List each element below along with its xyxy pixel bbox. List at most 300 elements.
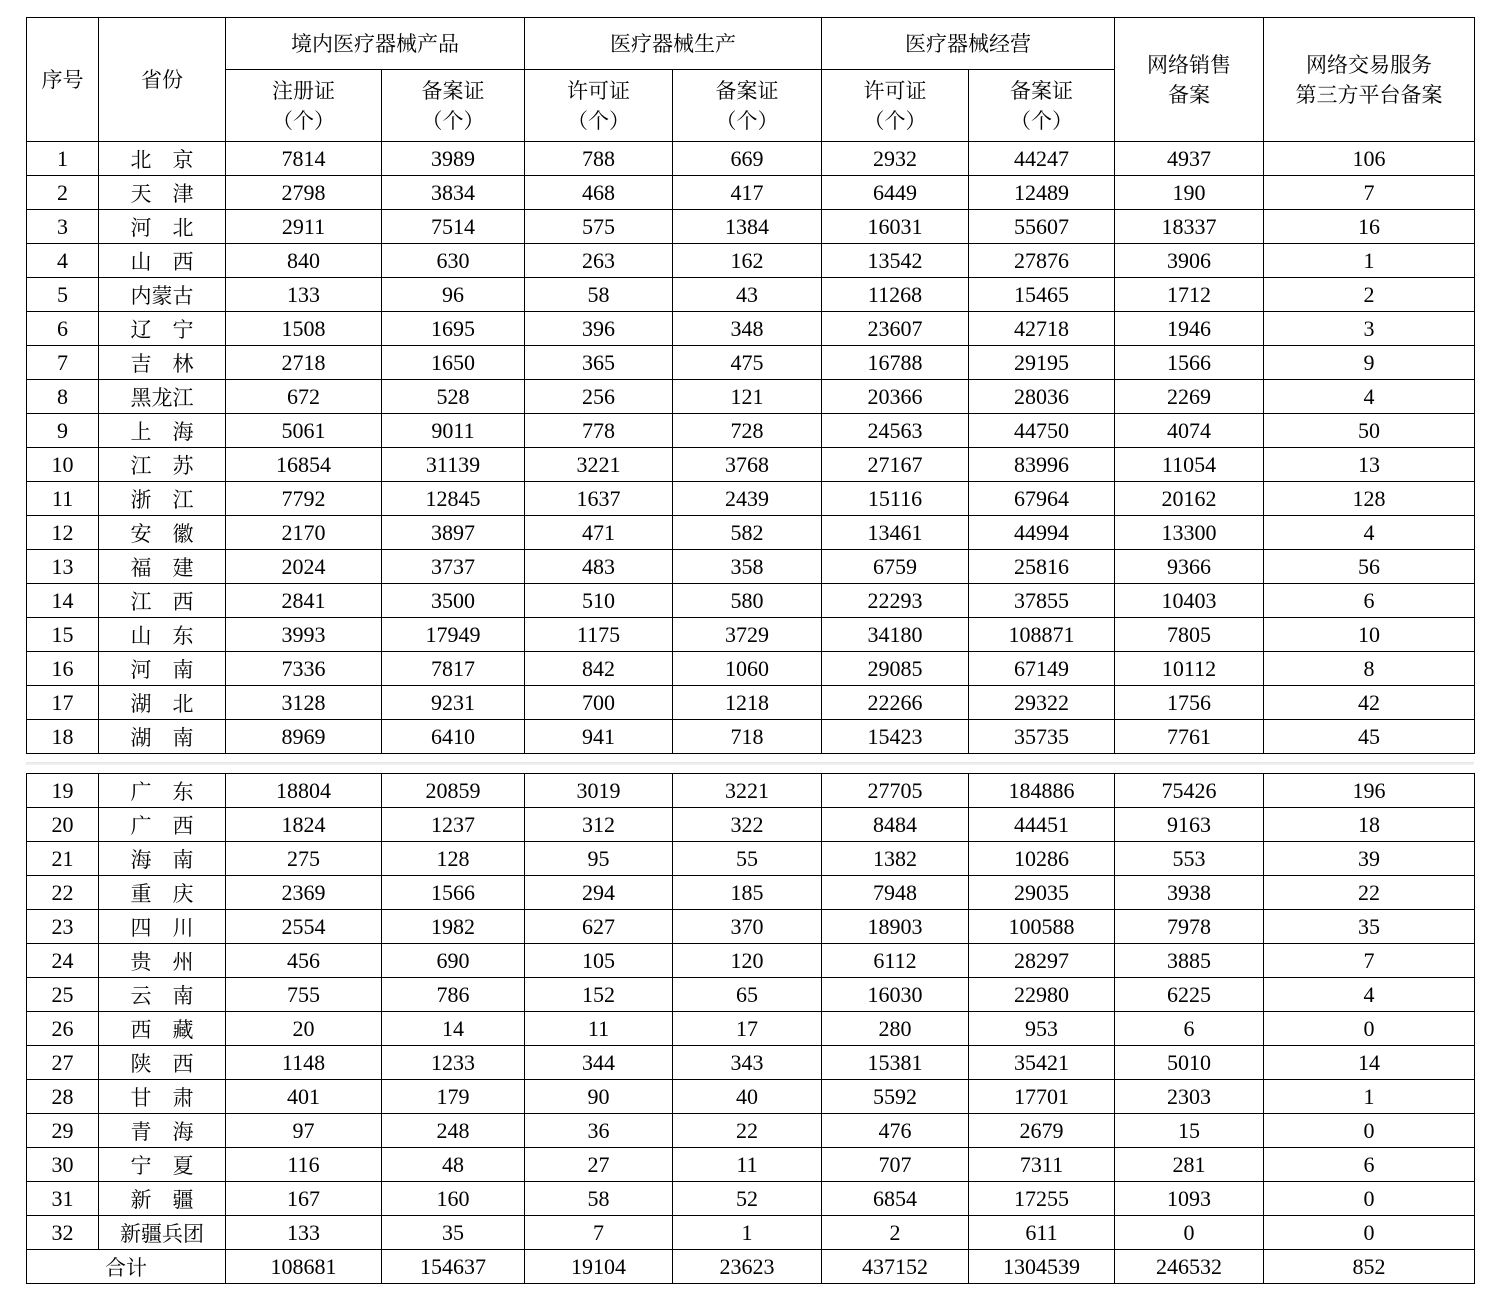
value-cell: 14	[1264, 1046, 1475, 1080]
value-cell: 29322	[969, 686, 1115, 720]
table-row	[27, 720, 1475, 754]
value-cell: 65	[673, 978, 822, 1012]
value-cell: 7792	[226, 482, 382, 516]
value-cell: 67964	[969, 482, 1115, 516]
total-cell: 23623	[673, 1250, 822, 1284]
value-cell: 528	[382, 380, 525, 414]
value-cell: 7948	[822, 876, 969, 910]
value-cell: 1233	[382, 1046, 525, 1080]
table-row	[27, 774, 1475, 808]
value-cell: 11	[673, 1148, 822, 1182]
value-cell: 43	[673, 278, 822, 312]
value-cell: 3737	[382, 550, 525, 584]
value-cell: 275	[226, 842, 382, 876]
value-cell: 40	[673, 1080, 822, 1114]
value-cell: 7978	[1115, 910, 1264, 944]
value-cell: 7814	[226, 142, 382, 176]
table-row	[27, 176, 1475, 210]
value-cell: 29085	[822, 652, 969, 686]
value-cell: 128	[382, 842, 525, 876]
value-cell: 15465	[969, 278, 1115, 312]
value-cell: 11	[525, 1012, 673, 1046]
table-row	[27, 808, 1475, 842]
value-cell: 18	[1264, 808, 1475, 842]
province-cell: 辽 宁	[99, 312, 226, 346]
value-cell: 10112	[1115, 652, 1264, 686]
value-cell: 27705	[822, 774, 969, 808]
value-cell: 7514	[382, 210, 525, 244]
row-number-cell: 31	[27, 1182, 99, 1216]
value-cell: 5592	[822, 1080, 969, 1114]
value-cell: 36	[525, 1114, 673, 1148]
province-cell: 贵 州	[99, 944, 226, 978]
value-cell: 184886	[969, 774, 1115, 808]
value-cell: 15381	[822, 1046, 969, 1080]
total-label: 合计	[27, 1250, 226, 1284]
value-cell: 13542	[822, 244, 969, 278]
table-row	[27, 1216, 1475, 1250]
value-cell: 56	[1264, 550, 1475, 584]
value-cell: 25816	[969, 550, 1115, 584]
value-cell: 9366	[1115, 550, 1264, 584]
value-cell: 15	[1115, 1114, 1264, 1148]
value-cell: 6	[1264, 584, 1475, 618]
value-cell: 2369	[226, 876, 382, 910]
subheader-business-license: 许可证 （个）	[822, 70, 969, 142]
header-business: 医疗器械经营	[822, 18, 1115, 70]
row-number-cell: 5	[27, 278, 99, 312]
value-cell: 1566	[382, 876, 525, 910]
value-cell: 35	[1264, 910, 1475, 944]
value-cell: 8969	[226, 720, 382, 754]
value-cell: 7	[1264, 176, 1475, 210]
value-cell: 401	[226, 1080, 382, 1114]
value-cell: 11268	[822, 278, 969, 312]
value-cell: 18337	[1115, 210, 1264, 244]
value-cell: 116	[226, 1148, 382, 1182]
table-row	[27, 1148, 1475, 1182]
value-cell: 3993	[226, 618, 382, 652]
value-cell: 3019	[525, 774, 673, 808]
value-cell: 121	[673, 380, 822, 414]
value-cell: 263	[525, 244, 673, 278]
value-cell: 120	[673, 944, 822, 978]
value-cell: 35421	[969, 1046, 1115, 1080]
table-row	[27, 414, 1475, 448]
subheader-filing: 备案证 （个）	[382, 70, 525, 142]
value-cell: 7761	[1115, 720, 1264, 754]
table-row	[27, 346, 1475, 380]
province-cell: 天 津	[99, 176, 226, 210]
province-cell: 吉 林	[99, 346, 226, 380]
value-cell: 5010	[1115, 1046, 1264, 1080]
table-row	[27, 876, 1475, 910]
value-cell: 669	[673, 142, 822, 176]
value-cell: 4	[1264, 380, 1475, 414]
row-number-cell: 30	[27, 1148, 99, 1182]
value-cell: 1382	[822, 842, 969, 876]
value-cell: 4	[1264, 516, 1475, 550]
row-number-cell: 19	[27, 774, 99, 808]
value-cell: 29035	[969, 876, 1115, 910]
province-cell: 江 苏	[99, 448, 226, 482]
value-cell: 1824	[226, 808, 382, 842]
value-cell: 22	[673, 1114, 822, 1148]
value-cell: 167	[226, 1182, 382, 1216]
value-cell: 100588	[969, 910, 1115, 944]
value-cell: 6112	[822, 944, 969, 978]
value-cell: 105	[525, 944, 673, 978]
table-row	[27, 1012, 1475, 1046]
total-cell: 154637	[382, 1250, 525, 1284]
value-cell: 190	[1115, 176, 1264, 210]
value-cell: 196	[1264, 774, 1475, 808]
province-cell: 黑龙江	[99, 380, 226, 414]
table-row	[27, 944, 1475, 978]
value-cell: 417	[673, 176, 822, 210]
value-cell: 95	[525, 842, 673, 876]
value-cell: 133	[226, 1216, 382, 1250]
province-cell: 上 海	[99, 414, 226, 448]
page-break-divider	[26, 762, 1474, 765]
value-cell: 3989	[382, 142, 525, 176]
row-number-cell: 8	[27, 380, 99, 414]
value-cell: 67149	[969, 652, 1115, 686]
row-number-cell: 13	[27, 550, 99, 584]
table-row	[27, 1046, 1475, 1080]
province-cell: 河 南	[99, 652, 226, 686]
value-cell: 42	[1264, 686, 1475, 720]
value-cell: 37855	[969, 584, 1115, 618]
value-cell: 312	[525, 808, 673, 842]
value-cell: 7	[525, 1216, 673, 1250]
value-cell: 14	[382, 1012, 525, 1046]
province-cell: 浙 江	[99, 482, 226, 516]
value-cell: 7	[1264, 944, 1475, 978]
province-cell: 山 西	[99, 244, 226, 278]
province-cell: 新 疆	[99, 1182, 226, 1216]
value-cell: 3834	[382, 176, 525, 210]
value-cell: 2718	[226, 346, 382, 380]
value-cell: 1712	[1115, 278, 1264, 312]
value-cell: 16030	[822, 978, 969, 1012]
value-cell: 580	[673, 584, 822, 618]
province-cell: 宁 夏	[99, 1148, 226, 1182]
value-cell: 396	[525, 312, 673, 346]
value-cell: 35735	[969, 720, 1115, 754]
value-cell: 294	[525, 876, 673, 910]
value-cell: 179	[382, 1080, 525, 1114]
value-cell: 17255	[969, 1182, 1115, 1216]
value-cell: 17701	[969, 1080, 1115, 1114]
value-cell: 9	[1264, 346, 1475, 380]
table-row	[27, 278, 1475, 312]
value-cell: 1	[1264, 1080, 1475, 1114]
value-cell: 162	[673, 244, 822, 278]
value-cell: 16854	[226, 448, 382, 482]
province-cell: 山 东	[99, 618, 226, 652]
value-cell: 27	[525, 1148, 673, 1182]
value-cell: 15116	[822, 482, 969, 516]
total-cell: 19104	[525, 1250, 673, 1284]
value-cell: 7336	[226, 652, 382, 686]
row-number-cell: 23	[27, 910, 99, 944]
value-cell: 690	[382, 944, 525, 978]
value-cell: 31139	[382, 448, 525, 482]
province-cell: 陕 西	[99, 1046, 226, 1080]
value-cell: 28036	[969, 380, 1115, 414]
table-row	[27, 210, 1475, 244]
value-cell: 128	[1264, 482, 1475, 516]
value-cell: 10	[1264, 618, 1475, 652]
table-row	[27, 618, 1475, 652]
table-row	[27, 842, 1475, 876]
province-cell: 广 东	[99, 774, 226, 808]
value-cell: 29195	[969, 346, 1115, 380]
value-cell: 108871	[969, 618, 1115, 652]
value-cell: 842	[525, 652, 673, 686]
header-online-sales: 网络销售 备案	[1115, 18, 1264, 142]
value-cell: 10403	[1115, 584, 1264, 618]
table-row	[27, 244, 1475, 278]
value-cell: 2679	[969, 1114, 1115, 1148]
value-cell: 0	[1264, 1012, 1475, 1046]
row-number-cell: 12	[27, 516, 99, 550]
value-cell: 1756	[1115, 686, 1264, 720]
value-cell: 185	[673, 876, 822, 910]
value-cell: 22980	[969, 978, 1115, 1012]
row-number-cell: 9	[27, 414, 99, 448]
table-row	[27, 584, 1475, 618]
value-cell: 13300	[1115, 516, 1264, 550]
value-cell: 22266	[822, 686, 969, 720]
table-row	[27, 142, 1475, 176]
province-cell: 四 川	[99, 910, 226, 944]
value-cell: 13	[1264, 448, 1475, 482]
value-cell: 52	[673, 1182, 822, 1216]
value-cell: 553	[1115, 842, 1264, 876]
value-cell: 3885	[1115, 944, 1264, 978]
value-cell: 8484	[822, 808, 969, 842]
value-cell: 18903	[822, 910, 969, 944]
value-cell: 12489	[969, 176, 1115, 210]
province-cell: 湖 北	[99, 686, 226, 720]
total-row	[27, 1250, 1475, 1284]
value-cell: 0	[1115, 1216, 1264, 1250]
value-cell: 1508	[226, 312, 382, 346]
row-number-cell: 6	[27, 312, 99, 346]
value-cell: 1	[673, 1216, 822, 1250]
value-cell: 2024	[226, 550, 382, 584]
value-cell: 23607	[822, 312, 969, 346]
row-number-cell: 28	[27, 1080, 99, 1114]
value-cell: 9163	[1115, 808, 1264, 842]
table-row	[27, 312, 1475, 346]
value-cell: 58	[525, 278, 673, 312]
value-cell: 3897	[382, 516, 525, 550]
table-row	[27, 686, 1475, 720]
value-cell: 6225	[1115, 978, 1264, 1012]
province-cell: 湖 南	[99, 720, 226, 754]
value-cell: 2	[822, 1216, 969, 1250]
header-third-party-platform: 网络交易服务 第三方平台备案	[1264, 18, 1475, 142]
value-cell: 3221	[673, 774, 822, 808]
value-cell: 75426	[1115, 774, 1264, 808]
value-cell: 83996	[969, 448, 1115, 482]
header-production: 医疗器械生产	[525, 18, 822, 70]
row-number-cell: 20	[27, 808, 99, 842]
header-domestic-products: 境内医疗器械产品	[226, 18, 525, 70]
value-cell: 12845	[382, 482, 525, 516]
value-cell: 42718	[969, 312, 1115, 346]
stats-table-part2	[26, 773, 1475, 1284]
value-cell: 1566	[1115, 346, 1264, 380]
value-cell: 365	[525, 346, 673, 380]
subheader-production-license: 许可证 （个）	[525, 70, 673, 142]
value-cell: 2303	[1115, 1080, 1264, 1114]
row-number-cell: 16	[27, 652, 99, 686]
value-cell: 728	[673, 414, 822, 448]
subheader-business-filing: 备案证 （个）	[969, 70, 1115, 142]
province-cell: 海 南	[99, 842, 226, 876]
value-cell: 20	[226, 1012, 382, 1046]
value-cell: 322	[673, 808, 822, 842]
value-cell: 4937	[1115, 142, 1264, 176]
value-cell: 672	[226, 380, 382, 414]
value-cell: 2911	[226, 210, 382, 244]
table-row	[27, 910, 1475, 944]
value-cell: 468	[525, 176, 673, 210]
total-cell: 1304539	[969, 1250, 1115, 1284]
value-cell: 97	[226, 1114, 382, 1148]
value-cell: 2	[1264, 278, 1475, 312]
value-cell: 1982	[382, 910, 525, 944]
value-cell: 755	[226, 978, 382, 1012]
value-cell: 20162	[1115, 482, 1264, 516]
province-cell: 福 建	[99, 550, 226, 584]
value-cell: 22	[1264, 876, 1475, 910]
value-cell: 456	[226, 944, 382, 978]
row-number-cell: 27	[27, 1046, 99, 1080]
value-cell: 55607	[969, 210, 1115, 244]
value-cell: 2170	[226, 516, 382, 550]
value-cell: 2269	[1115, 380, 1264, 414]
row-number-cell: 29	[27, 1114, 99, 1148]
value-cell: 627	[525, 910, 673, 944]
value-cell: 44451	[969, 808, 1115, 842]
province-cell: 甘 肃	[99, 1080, 226, 1114]
value-cell: 17	[673, 1012, 822, 1046]
value-cell: 471	[525, 516, 673, 550]
row-number-cell: 25	[27, 978, 99, 1012]
value-cell: 6854	[822, 1182, 969, 1216]
value-cell: 348	[673, 312, 822, 346]
value-cell: 106	[1264, 142, 1475, 176]
value-cell: 707	[822, 1148, 969, 1182]
subheader-production-filing: 备案证 （个）	[673, 70, 822, 142]
province-cell: 云 南	[99, 978, 226, 1012]
total-cell: 437152	[822, 1250, 969, 1284]
value-cell: 788	[525, 142, 673, 176]
province-cell: 青 海	[99, 1114, 226, 1148]
value-cell: 3768	[673, 448, 822, 482]
value-cell: 3128	[226, 686, 382, 720]
value-cell: 16031	[822, 210, 969, 244]
value-cell: 3729	[673, 618, 822, 652]
province-cell: 西 藏	[99, 1012, 226, 1046]
value-cell: 16788	[822, 346, 969, 380]
stats-table-part1	[26, 17, 1475, 754]
value-cell: 27167	[822, 448, 969, 482]
value-cell: 1384	[673, 210, 822, 244]
value-cell: 582	[673, 516, 822, 550]
value-cell: 96	[382, 278, 525, 312]
value-cell: 1650	[382, 346, 525, 380]
value-cell: 4074	[1115, 414, 1264, 448]
value-cell: 718	[673, 720, 822, 754]
value-cell: 27876	[969, 244, 1115, 278]
value-cell: 1175	[525, 618, 673, 652]
row-number-cell: 32	[27, 1216, 99, 1250]
value-cell: 2841	[226, 584, 382, 618]
value-cell: 0	[1264, 1216, 1475, 1250]
province-cell: 广 西	[99, 808, 226, 842]
value-cell: 4	[1264, 978, 1475, 1012]
value-cell: 344	[525, 1046, 673, 1080]
row-number-cell: 14	[27, 584, 99, 618]
value-cell: 2439	[673, 482, 822, 516]
value-cell: 16	[1264, 210, 1475, 244]
value-cell: 840	[226, 244, 382, 278]
province-cell: 新疆兵团	[99, 1216, 226, 1250]
value-cell: 6	[1264, 1148, 1475, 1182]
table-row	[27, 550, 1475, 584]
row-number-cell: 11	[27, 482, 99, 516]
table-row	[27, 448, 1475, 482]
value-cell: 476	[822, 1114, 969, 1148]
row-number-cell: 22	[27, 876, 99, 910]
value-cell: 1093	[1115, 1182, 1264, 1216]
value-cell: 343	[673, 1046, 822, 1080]
value-cell: 9011	[382, 414, 525, 448]
value-cell: 13461	[822, 516, 969, 550]
value-cell: 34180	[822, 618, 969, 652]
table-row	[27, 482, 1475, 516]
value-cell: 953	[969, 1012, 1115, 1046]
value-cell: 44750	[969, 414, 1115, 448]
province-cell: 重 庆	[99, 876, 226, 910]
row-number-cell: 3	[27, 210, 99, 244]
value-cell: 20859	[382, 774, 525, 808]
value-cell: 22293	[822, 584, 969, 618]
province-cell: 江 西	[99, 584, 226, 618]
row-number-cell: 26	[27, 1012, 99, 1046]
value-cell: 786	[382, 978, 525, 1012]
subheader-registration: 注册证 （个）	[226, 70, 382, 142]
value-cell: 3906	[1115, 244, 1264, 278]
value-cell: 1237	[382, 808, 525, 842]
row-number-cell: 10	[27, 448, 99, 482]
value-cell: 7311	[969, 1148, 1115, 1182]
header-province: 省份	[99, 18, 226, 142]
value-cell: 6759	[822, 550, 969, 584]
province-cell: 内蒙古	[99, 278, 226, 312]
value-cell: 24563	[822, 414, 969, 448]
value-cell: 630	[382, 244, 525, 278]
value-cell: 20366	[822, 380, 969, 414]
row-number-cell: 2	[27, 176, 99, 210]
value-cell: 1218	[673, 686, 822, 720]
